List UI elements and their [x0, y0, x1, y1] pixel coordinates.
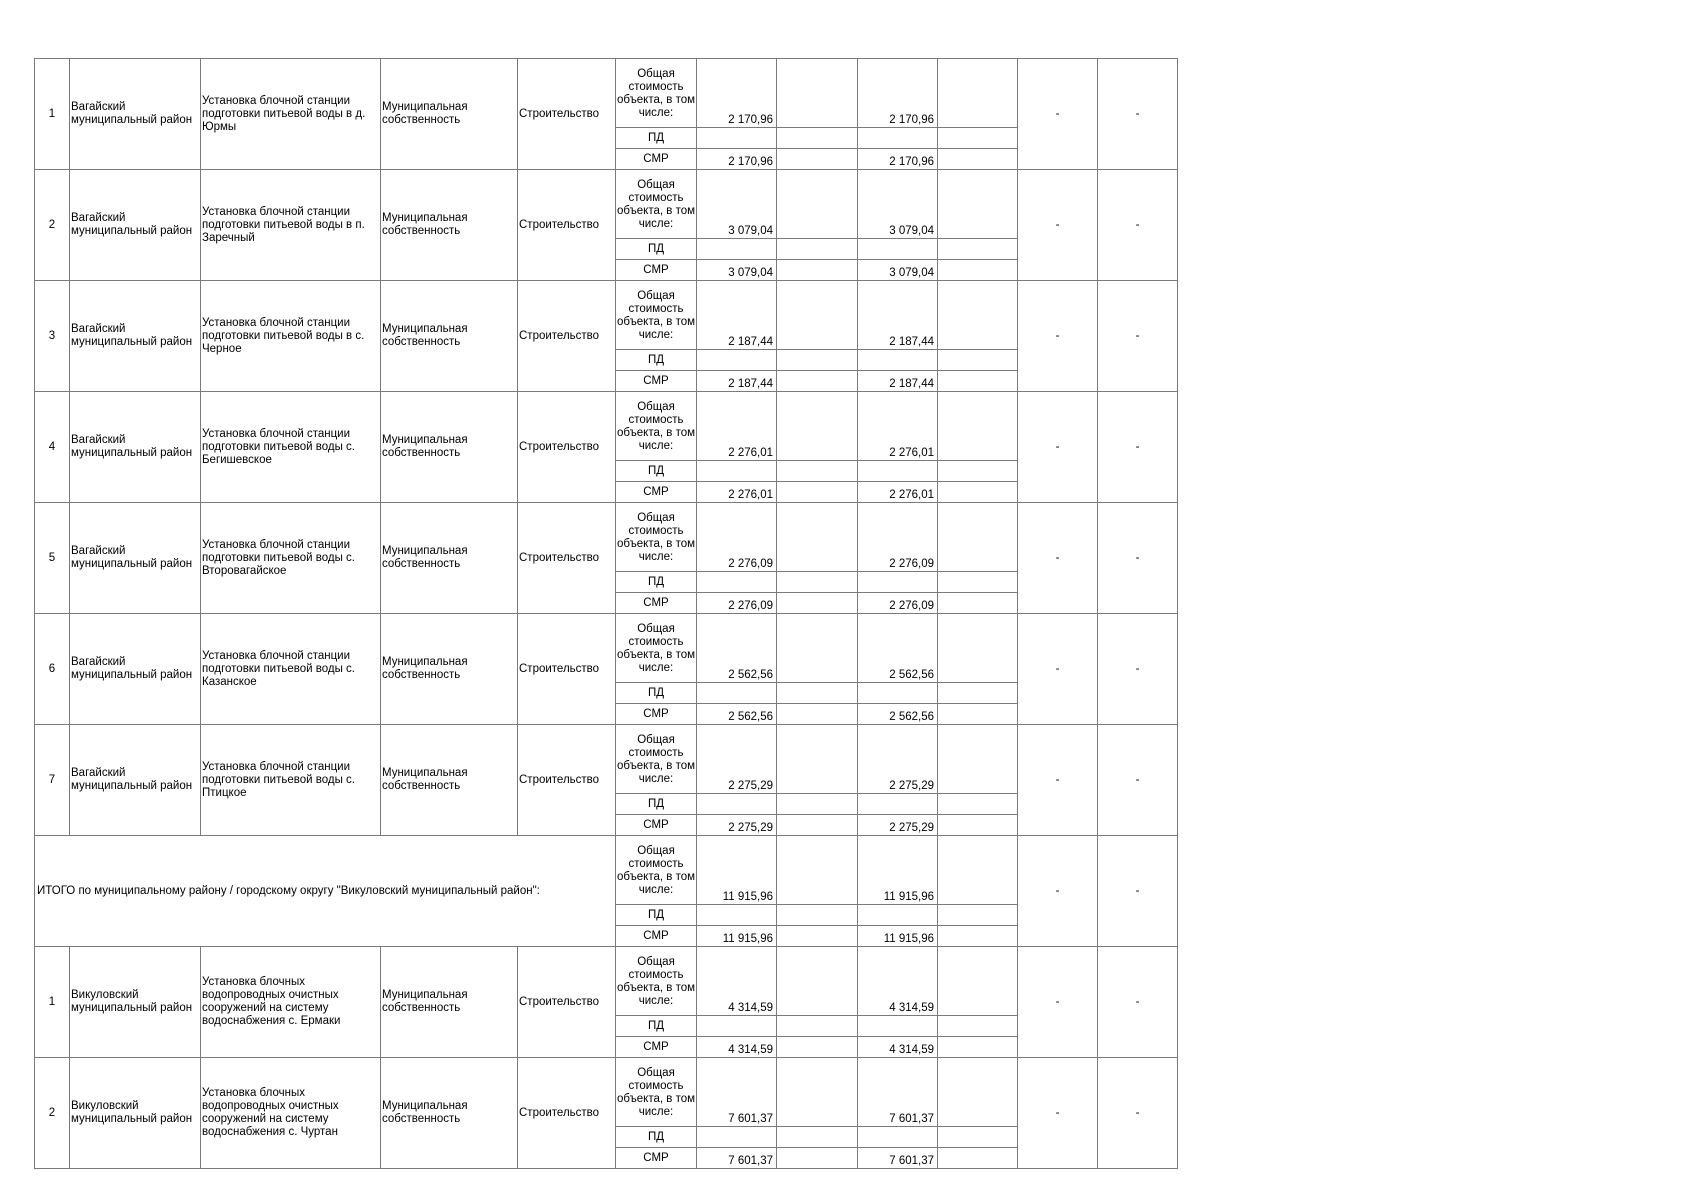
- empty-cell: [938, 59, 1018, 128]
- ownership-cell: Муниципальная собственность: [381, 59, 518, 170]
- empty-cell: [938, 482, 1018, 503]
- empty-cell: [938, 503, 1018, 572]
- total-cost-value-2: 2 276,09: [858, 503, 938, 572]
- dash-cell: -: [1018, 503, 1098, 614]
- table-row: [35, 392, 1178, 461]
- empty-cell: [858, 461, 938, 482]
- empty-cell: [858, 350, 938, 371]
- empty-cell: [777, 815, 858, 836]
- smr-label: СМР: [616, 371, 697, 392]
- total-cost-value-2: 2 276,01: [858, 392, 938, 461]
- dash-cell: -: [1018, 1058, 1098, 1169]
- empty-cell: [697, 128, 777, 149]
- object-name-cell: Установка блочных водопроводных очистных сооружений на систему водоснабжения с. Чуртан: [201, 1058, 381, 1169]
- pd-label: ПД: [616, 572, 697, 593]
- object-name-cell: Установка блочной станции подготовки питьевой воды с. Казанское: [201, 614, 381, 725]
- work-type-cell: Строительство: [518, 1058, 616, 1169]
- empty-cell: [697, 461, 777, 482]
- total-cost-value: 2 276,09: [697, 503, 777, 572]
- district-cell: Викуловский муниципальный район: [70, 1058, 201, 1169]
- empty-cell: [697, 1127, 777, 1148]
- empty-cell: [697, 794, 777, 815]
- total-cost-value-2: 2 275,29: [858, 725, 938, 794]
- empty-cell: [697, 572, 777, 593]
- row-number: 4: [35, 392, 70, 503]
- ownership-cell: Муниципальная собственность: [381, 614, 518, 725]
- empty-cell: [777, 170, 858, 239]
- empty-cell: [777, 1037, 858, 1058]
- empty-cell: [858, 683, 938, 704]
- smr-value: 4 314,59: [697, 1037, 777, 1058]
- dash-cell: -: [1018, 59, 1098, 170]
- total-cost-value-2: 7 601,37: [858, 1058, 938, 1127]
- table-row: [35, 503, 1178, 572]
- dash-cell: -: [1098, 725, 1178, 836]
- smr-label: СМР: [616, 1037, 697, 1058]
- smr-label: СМР: [616, 1148, 697, 1169]
- district-cell: Вагайский муниципальный район: [70, 503, 201, 614]
- work-type-cell: Строительство: [518, 614, 616, 725]
- dash-cell: -: [1018, 170, 1098, 281]
- dash-cell: -: [1018, 281, 1098, 392]
- object-name-cell: Установка блочной станции подготовки питьевой воды с. Бегишевское: [201, 392, 381, 503]
- ownership-cell: Муниципальная собственность: [381, 281, 518, 392]
- empty-cell: [697, 905, 777, 926]
- smr-value: 11 915,96: [697, 926, 777, 947]
- table-row: [35, 1058, 1178, 1127]
- district-cell: Викуловский муниципальный район: [70, 947, 201, 1058]
- row-number: 3: [35, 281, 70, 392]
- smr-value-2: 2 276,01: [858, 482, 938, 503]
- smr-value: 2 275,29: [697, 815, 777, 836]
- empty-cell: [938, 281, 1018, 350]
- empty-cell: [938, 1148, 1018, 1169]
- dash-cell: -: [1018, 836, 1098, 947]
- object-name-cell: Установка блочной станции подготовки питьевой воды с. Птицкое: [201, 725, 381, 836]
- total-cost-value: 2 170,96: [697, 59, 777, 128]
- smr-value-2: 2 275,29: [858, 815, 938, 836]
- empty-cell: [777, 1127, 858, 1148]
- total-cost-value-2: 11 915,96: [858, 836, 938, 905]
- smr-label: СМР: [616, 260, 697, 281]
- table-row: [35, 947, 1178, 1016]
- empty-cell: [777, 905, 858, 926]
- empty-cell: [777, 704, 858, 725]
- total-cost-value: 3 079,04: [697, 170, 777, 239]
- dash-cell: -: [1098, 614, 1178, 725]
- pd-label: ПД: [616, 683, 697, 704]
- pd-label: ПД: [616, 1127, 697, 1148]
- dash-cell: -: [1098, 1058, 1178, 1169]
- empty-cell: [938, 905, 1018, 926]
- empty-cell: [938, 371, 1018, 392]
- empty-cell: [777, 794, 858, 815]
- empty-cell: [938, 350, 1018, 371]
- empty-cell: [777, 683, 858, 704]
- work-type-cell: Строительство: [518, 392, 616, 503]
- object-name-cell: Установка блочных водопроводных очистных сооружений на систему водоснабжения с. Ермаки: [201, 947, 381, 1058]
- row-number: 1: [35, 947, 70, 1058]
- pd-label: ПД: [616, 128, 697, 149]
- pd-label: ПД: [616, 350, 697, 371]
- empty-cell: [938, 614, 1018, 683]
- row-number: 5: [35, 503, 70, 614]
- empty-cell: [858, 572, 938, 593]
- object-name-cell: Установка блочной станции подготовки питьевой воды в п. Заречный: [201, 170, 381, 281]
- dash-cell: -: [1098, 59, 1178, 170]
- empty-cell: [777, 260, 858, 281]
- smr-value: 2 562,56: [697, 704, 777, 725]
- empty-cell: [938, 239, 1018, 260]
- work-type-cell: Строительство: [518, 503, 616, 614]
- empty-cell: [777, 926, 858, 947]
- empty-cell: [938, 128, 1018, 149]
- empty-cell: [938, 794, 1018, 815]
- total-cost-value: 2 275,29: [697, 725, 777, 794]
- empty-cell: [777, 239, 858, 260]
- work-type-cell: Строительство: [518, 725, 616, 836]
- smr-value-2: 2 276,09: [858, 593, 938, 614]
- ownership-cell: Муниципальная собственность: [381, 947, 518, 1058]
- total-cost-value: 11 915,96: [697, 836, 777, 905]
- empty-cell: [938, 683, 1018, 704]
- smr-label: СМР: [616, 593, 697, 614]
- investment-table: [34, 58, 1178, 1169]
- row-number: 2: [35, 1058, 70, 1169]
- empty-cell: [777, 572, 858, 593]
- empty-cell: [777, 503, 858, 572]
- empty-cell: [938, 836, 1018, 905]
- table-row: [35, 59, 1178, 128]
- total-cost-value: 2 276,01: [697, 392, 777, 461]
- table-row: [35, 170, 1178, 239]
- district-cell: Вагайский муниципальный район: [70, 614, 201, 725]
- row-number: 2: [35, 170, 70, 281]
- empty-cell: [777, 614, 858, 683]
- total-cost-value: 2 187,44: [697, 281, 777, 350]
- table-row: [35, 281, 1178, 350]
- cost-header-label: Общая стоимость объекта, в том числе:: [616, 725, 697, 794]
- dash-cell: -: [1098, 392, 1178, 503]
- total-cost-value: 2 562,56: [697, 614, 777, 683]
- empty-cell: [777, 461, 858, 482]
- table-row: [35, 614, 1178, 683]
- empty-cell: [777, 281, 858, 350]
- district-cell: Вагайский муниципальный район: [70, 392, 201, 503]
- cost-header-label: Общая стоимость объекта, в том числе:: [616, 170, 697, 239]
- empty-cell: [777, 482, 858, 503]
- ownership-cell: Муниципальная собственность: [381, 392, 518, 503]
- district-cell: Вагайский муниципальный район: [70, 725, 201, 836]
- empty-cell: [777, 1016, 858, 1037]
- dash-cell: -: [1098, 281, 1178, 392]
- empty-cell: [938, 815, 1018, 836]
- smr-value: 3 079,04: [697, 260, 777, 281]
- total-cost-value-2: 2 562,56: [858, 614, 938, 683]
- dash-cell: -: [1018, 947, 1098, 1058]
- empty-cell: [858, 794, 938, 815]
- smr-value-2: 2 562,56: [858, 704, 938, 725]
- empty-cell: [938, 593, 1018, 614]
- empty-cell: [697, 683, 777, 704]
- total-cost-value: 4 314,59: [697, 947, 777, 1016]
- empty-cell: [858, 239, 938, 260]
- empty-cell: [938, 725, 1018, 794]
- empty-cell: [697, 239, 777, 260]
- total-label: ИТОГО по муниципальному району / городскому округу "Викуловский муниципальный район":: [35, 836, 616, 947]
- work-type-cell: Строительство: [518, 170, 616, 281]
- ownership-cell: Муниципальная собственность: [381, 503, 518, 614]
- empty-cell: [858, 905, 938, 926]
- pd-label: ПД: [616, 461, 697, 482]
- district-cell: Вагайский муниципальный район: [70, 281, 201, 392]
- cost-header-label: Общая стоимость объекта, в том числе:: [616, 392, 697, 461]
- district-cell: Вагайский муниципальный район: [70, 59, 201, 170]
- pd-label: ПД: [616, 794, 697, 815]
- empty-cell: [777, 59, 858, 128]
- smr-label: СМР: [616, 149, 697, 170]
- work-type-cell: Строительство: [518, 281, 616, 392]
- cost-header-label: Общая стоимость объекта, в том числе:: [616, 1058, 697, 1127]
- cost-header-label: Общая стоимость объекта, в том числе:: [616, 836, 697, 905]
- smr-label: СМР: [616, 815, 697, 836]
- cost-header-label: Общая стоимость объекта, в том числе:: [616, 503, 697, 572]
- smr-label: СМР: [616, 926, 697, 947]
- empty-cell: [938, 392, 1018, 461]
- empty-cell: [777, 392, 858, 461]
- smr-value: 2 187,44: [697, 371, 777, 392]
- smr-value-2: 2 187,44: [858, 371, 938, 392]
- smr-value: 2 170,96: [697, 149, 777, 170]
- dash-cell: -: [1098, 503, 1178, 614]
- row-number: 1: [35, 59, 70, 170]
- smr-value-2: 4 314,59: [858, 1037, 938, 1058]
- empty-cell: [938, 1058, 1018, 1127]
- empty-cell: [938, 947, 1018, 1016]
- pd-label: ПД: [616, 239, 697, 260]
- empty-cell: [777, 1058, 858, 1127]
- total-cost-value-2: 3 079,04: [858, 170, 938, 239]
- total-row: [35, 836, 1178, 905]
- empty-cell: [777, 371, 858, 392]
- smr-value-2: 7 601,37: [858, 1148, 938, 1169]
- empty-cell: [938, 170, 1018, 239]
- district-cell: Вагайский муниципальный район: [70, 170, 201, 281]
- smr-label: СМР: [616, 704, 697, 725]
- smr-value: 2 276,09: [697, 593, 777, 614]
- empty-cell: [777, 947, 858, 1016]
- empty-cell: [777, 836, 858, 905]
- smr-value: 7 601,37: [697, 1148, 777, 1169]
- cost-header-label: Общая стоимость объекта, в том числе:: [616, 614, 697, 683]
- empty-cell: [938, 926, 1018, 947]
- empty-cell: [938, 1016, 1018, 1037]
- empty-cell: [697, 350, 777, 371]
- empty-cell: [777, 593, 858, 614]
- smr-value-2: 11 915,96: [858, 926, 938, 947]
- total-cost-value-2: 4 314,59: [858, 947, 938, 1016]
- dash-cell: -: [1098, 947, 1178, 1058]
- total-cost-value-2: 2 187,44: [858, 281, 938, 350]
- smr-value-2: 3 079,04: [858, 260, 938, 281]
- dash-cell: -: [1098, 836, 1178, 947]
- dash-cell: -: [1018, 392, 1098, 503]
- work-type-cell: Строительство: [518, 59, 616, 170]
- smr-value-2: 2 170,96: [858, 149, 938, 170]
- empty-cell: [938, 704, 1018, 725]
- empty-cell: [777, 128, 858, 149]
- empty-cell: [938, 1037, 1018, 1058]
- ownership-cell: Муниципальная собственность: [381, 725, 518, 836]
- empty-cell: [777, 725, 858, 794]
- empty-cell: [777, 149, 858, 170]
- ownership-cell: Муниципальная собственность: [381, 1058, 518, 1169]
- dash-cell: -: [1018, 725, 1098, 836]
- empty-cell: [858, 1016, 938, 1037]
- ownership-cell: Муниципальная собственность: [381, 170, 518, 281]
- row-number: 6: [35, 614, 70, 725]
- total-cost-value-2: 2 170,96: [858, 59, 938, 128]
- pd-label: ПД: [616, 905, 697, 926]
- empty-cell: [938, 149, 1018, 170]
- object-name-cell: Установка блочной станции подготовки питьевой воды в д. Юрмы: [201, 59, 381, 170]
- smr-label: СМР: [616, 482, 697, 503]
- pd-label: ПД: [616, 1016, 697, 1037]
- cost-header-label: Общая стоимость объекта, в том числе:: [616, 281, 697, 350]
- empty-cell: [938, 461, 1018, 482]
- dash-cell: -: [1098, 170, 1178, 281]
- table-row: [35, 725, 1178, 794]
- object-name-cell: Установка блочной станции подготовки питьевой воды в с. Черное: [201, 281, 381, 392]
- cost-header-label: Общая стоимость объекта, в том числе:: [616, 947, 697, 1016]
- object-name-cell: Установка блочной станции подготовки питьевой воды с. Второвагайское: [201, 503, 381, 614]
- empty-cell: [858, 128, 938, 149]
- empty-cell: [858, 1127, 938, 1148]
- work-type-cell: Строительство: [518, 947, 616, 1058]
- empty-cell: [777, 1148, 858, 1169]
- empty-cell: [938, 1127, 1018, 1148]
- row-number: 7: [35, 725, 70, 836]
- cost-header-label: Общая стоимость объекта, в том числе:: [616, 59, 697, 128]
- empty-cell: [938, 572, 1018, 593]
- empty-cell: [697, 1016, 777, 1037]
- dash-cell: -: [1018, 614, 1098, 725]
- empty-cell: [938, 260, 1018, 281]
- total-cost-value: 7 601,37: [697, 1058, 777, 1127]
- empty-cell: [777, 350, 858, 371]
- smr-value: 2 276,01: [697, 482, 777, 503]
